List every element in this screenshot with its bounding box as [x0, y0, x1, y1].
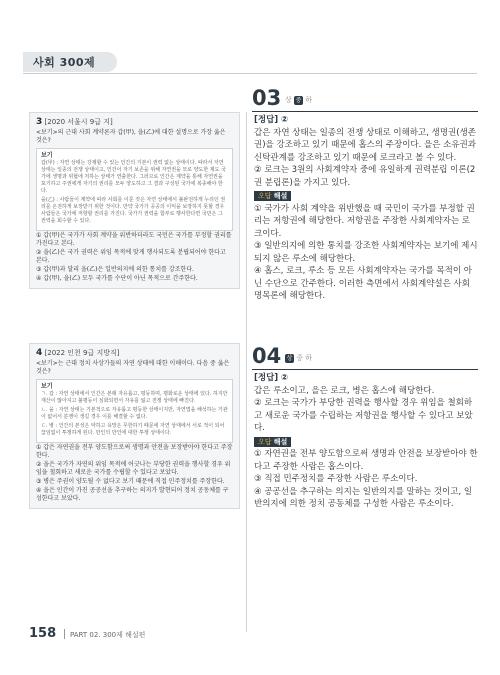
answer-value: ②: [280, 115, 289, 125]
answer-04-explanation: 갑은 루소이고, 을은 로크, 병은 홉스에 해당한다.: [254, 385, 435, 396]
question-3-bogi: [36, 148, 233, 231]
wrong-item: ③ 일반의지에 의한 통치를 강조한 사회계약자는 보기에 제시되지 않은 루소에 해당한다.: [254, 241, 478, 264]
answer-03-explanation: 갑은 자연 상태는 일종의 전쟁 상태로 이해하고, 생명권(생존권)을 강조하고 있기 때문에 홉스의 주장이다. 을은 소유권과 신탁관계를 강조하고 있기 때문에 로크라고 볼 수 있다.: [254, 127, 476, 163]
question-4-box: [29, 343, 240, 509]
bogi-item: ㄱ. 갑 : 자연 상태에서 인간은 본래 자유롭고, 평등하며, 평화로운 상태에 있다. 하지만 재산이 많아지고 불평등이 심화되면서 자유를 잃고 전쟁 상태에 빠진다.: [41, 391, 228, 404]
answer-04-level: 상 중 하: [286, 354, 312, 362]
option-2: ② 을은 국가가 자연의 위임 목적에 어긋나는 부당한 권력을 행사할 경우 위임을 철회하고 새로운 국가를 수립할 수 있다고 보았다.: [36, 461, 231, 476]
bogi-item: 갑(甲) : 자연 상태는 강제할 수 있는 인간의 기본이 권력 없는 상태이다. 따라서 자연 상태는 일종의 전쟁 상태이고, 인간이 자기 보존을 위해 자연권을 모로 양도한 제도 국가에 생명과 위협에 처하는 상태가 연출한다. 그러므로 인간은 계약을 통해 자연권을 포기하고 주권에게 자기의 권리를 모두 양도하고 그 결과 구성된 국가에 복종해야 한다.: [41, 160, 226, 194]
question-4-header: 4 [2022 인천 9급 지방직]: [36, 348, 120, 358]
question-4-bogi: [36, 379, 233, 443]
answer-04-point: ② 로크는 국가가 부당한 권력을 행사할 경우 위임을 철회하고 새로운 국가를 수립하는 저항권을 행사할 수 있다고 보았다.: [254, 398, 473, 433]
wrong-item: ④ 공공선을 추구하는 의지는 일반의지를 말하는 것이고, 일반의지에 의한 정치 공동체를 구성한 사람은 루소이다.: [254, 486, 473, 509]
page-header-title: 사회 300제: [33, 56, 96, 69]
header-rule: [23, 73, 477, 74]
answer-03-number: 03: [252, 86, 282, 110]
wrong-item: ③ 직접 민주정치를 주장한 사람은 루소이다.: [254, 474, 418, 484]
question-3-header: 3 [2020 서울시 9급 지]: [36, 117, 113, 127]
wrong-item: ① 국가가 사회 계약을 위반했을 때 국민이 국가를 부정할 권리는 저항권에 해당한다. 저항권을 주장한 사회계약자는 로크이다.: [254, 203, 475, 239]
answer-04-number: 04: [252, 344, 282, 368]
bogi-label: 보기: [41, 383, 53, 390]
option-2: ② 을(乙)은 국가 권력은 위임 목적에 맞게 행사되도록 분립되어야 한다고 본다.: [36, 249, 226, 264]
footer-part-label: PART 02. 300제 해설편: [70, 631, 146, 639]
footer-separator: [64, 629, 65, 639]
answer-03-point: ② 로크는 3원의 사회계약자 중에 유일하게 권력분립 이론(2권 분립론)을 가지고 있다.: [254, 165, 476, 188]
page-number: 158: [29, 626, 57, 641]
question-4-number: 4: [36, 348, 43, 358]
option-3: ③ 갑(甲)과 달리 을(乙)은 일반의지에 의한 통치를 강조한다.: [36, 266, 194, 273]
answer-03-level: 상 중 하: [285, 96, 312, 104]
answer-04-rule: [252, 369, 478, 370]
bogi-item: 을(乙) : 사람들이 계약에 따라 사회를 이룬 것은 자연 상태에서 불완전하게 누리던 권리를 온전하게 보장받기 위한 것이다. 만약 국가가 공공의 이익을 보장하지 못할 경우 사람들은 국가에 저항할 권리를 가진다. 국가가 권력을 함부로 행사한다면 국민은 그 권력을 회수할 수 있다.: [41, 197, 226, 224]
question-3-box: [29, 112, 240, 289]
wrong-answer-badge: 오답 해설: [254, 437, 291, 447]
answer-03-body: [254, 114, 478, 303]
question-3-number: 3: [36, 117, 43, 127]
level-selected: 중: [295, 97, 302, 104]
question-4-source: 2022 인천 9급 지방직: [47, 349, 117, 357]
option-4: ④ 을은 인간이 가진 공공선을 추구하는 의지가 발현되어 정치 공동체를 구성한다고 보았다.: [36, 487, 229, 502]
question-3-source: 2020 서울시 9급 지: [47, 118, 110, 126]
option-1: ① 갑은 자연권을 전부 양도함으로써 생명과 안전을 보장받아야 한다고 주장한다.: [36, 444, 233, 459]
answer-04-body: [254, 372, 478, 511]
question-3-stem: <보기>의 근대 사회 계약론자 갑(甲), 을(乙)에 대한 설명으로 가장 옳은 것은?: [36, 129, 226, 144]
answer-label: [정답]: [254, 373, 279, 383]
level-selected: 상: [286, 355, 293, 362]
option-1: ① 갑(甲)은 국가가 사회 계약을 위반하더라도 국민은 국가를 부정할 권리를 가진다고 본다.: [36, 232, 232, 247]
option-3: ③ 병은 주권이 양도될 수 없다고 보기 때문에 직접 민주정치를 주장한다.: [36, 478, 225, 485]
bogi-item: ㄴ. 을 : 자연 상태는 기본적으로 자유롭고 평등한 상태이지만, 자연법을 해석하는 기관이 없어서 분쟁이 생길 경우 이를 해결할 수 없다.: [41, 407, 228, 420]
wrong-item: ④ 홉스, 로크, 루소 등 모든 사회계약자는 국가를 목적이 아닌 수단으로 간주한다. 이러한 측면에서 사회계약설은 사회명목론에 해당한다.: [254, 266, 472, 301]
column-divider: [246, 112, 247, 632]
answer-label: [정답]: [254, 115, 279, 125]
question-4-stem: <보기>는 근대 정치 사상가들의 자연 상태에 대한 이해이다. 다음 중 옳은 것은?: [36, 360, 230, 375]
bogi-item: ㄷ. 병 : 인간의 본성은 악하고 욕망은 무한하기 때문에 자연 상태에서 서로 적이 되어 끊임없이 투쟁하게 된다. 만인의 만인에 대한 투쟁 상태이다.: [41, 423, 225, 436]
wrong-answer-badge: 오답 해설: [254, 191, 291, 201]
answer-value: ②: [280, 373, 289, 383]
answer-03-rule: [252, 111, 478, 112]
bogi-label: 보기: [41, 152, 53, 159]
wrong-item: ① 자연권을 전부 양도함으로써 생명과 안전을 보장받아야 한다고 주장한 사람은 홉스이다.: [254, 449, 478, 472]
option-4: ④ 갑(甲), 을(乙) 모두 국가를 수단이 아닌 목적으로 간주한다.: [36, 275, 198, 282]
